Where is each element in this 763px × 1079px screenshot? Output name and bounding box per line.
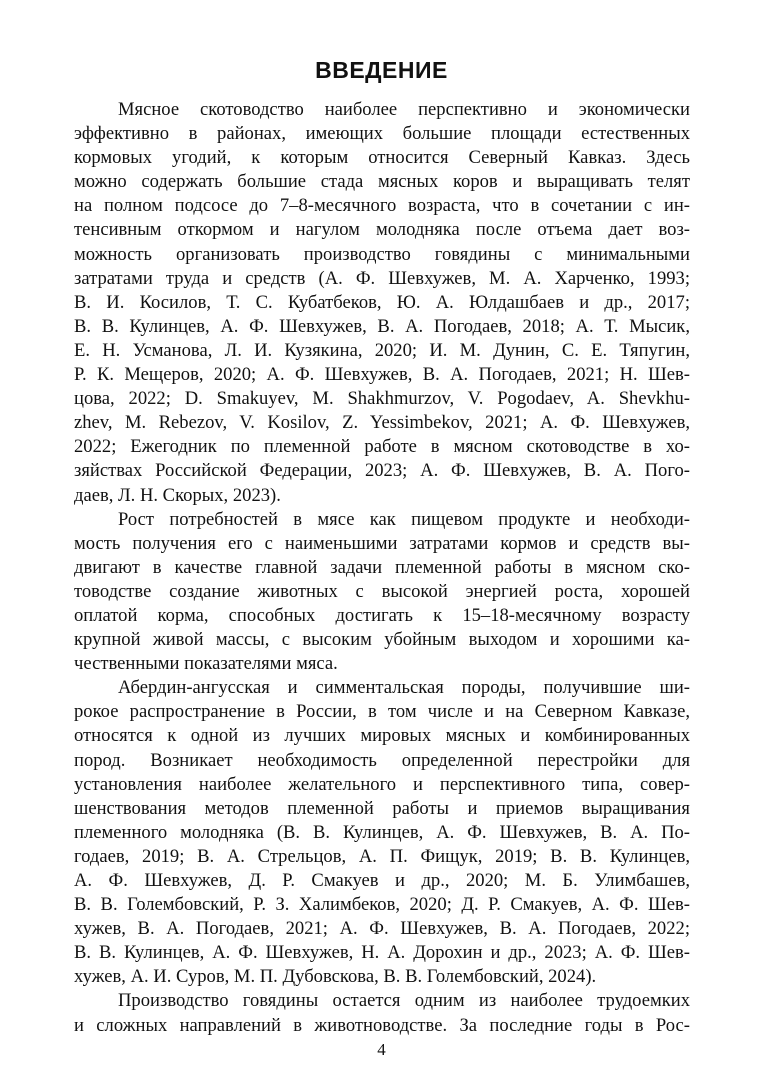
paragraph-3 — [74, 676, 690, 989]
text-line: пород. Возникает необходимость определенной перестройки для — [74, 749, 690, 771]
text-line: Абердин-ангусская и симментальская породы, получившие ши- — [118, 677, 690, 699]
page-title: ВВЕДЕНИЕ — [315, 57, 448, 83]
text-line: можно содержать большие стада мясных коров и выращивать телят — [74, 171, 690, 193]
paragraph-2 — [74, 508, 690, 677]
text-line: кормовых угодий, к которым относится Северный Кавказ. Здесь — [74, 147, 690, 169]
text-line: рокое распространение в России, в том числе и на Северном Кавказе, — [74, 701, 690, 723]
text-line: эффективно в районах, имеющих большие площади естественных — [74, 123, 690, 145]
text-line: zhev, M. Rebezov, V. Kosilov, Z. Yessimbekov, 2021; А. Ф. Шевхужев, — [74, 412, 690, 434]
text-line: Мясное скотоводство наиболее перспективно и экономически — [118, 99, 690, 120]
text-line: на полном подсосе до 7–8-месячного возраста, что в сочетании с ин- — [74, 195, 690, 217]
text-line: В. В. Кулинцев, А. Ф. Шевхужев, Н. А. Дорохин и др., 2023; А. Ф. Шев- — [74, 942, 690, 964]
text-line: цова, 2022; D. Smakuyev, M. Shakhmurzov, V. Pogodaev, A. Shevkhu- — [74, 388, 690, 410]
text-line: тенсивным откормом и нагулом молодняка после отъема дает воз- — [74, 219, 690, 241]
text-line: шенствования методов племенной работы и приемов выращивания — [74, 797, 690, 819]
text-line: годаев, 2019; В. А. Стрельцов, А. П. Фищук, 2019; В. В. Кулинцев, — [74, 845, 690, 867]
text-line: крупной живой массы, с высоким убойным выходом и хорошими ка- — [74, 629, 690, 651]
text-line: мость получения его с наименьшими затратами кормов и средств вы- — [74, 532, 690, 554]
text-line: и сложных направлений в животноводстве. За последние годы в Рос- — [74, 1014, 690, 1036]
text-line: В. И. Косилов, Т. С. Кубатбеков, Ю. А. Юлдашбаев и др., 2017; — [74, 291, 690, 313]
text-line: Е. Н. Усманова, Л. И. Кузякина, 2020; И. М. Дунин, С. Е. Тяпугин, — [74, 339, 690, 361]
body-text — [74, 98, 690, 1038]
text-line: затратами труда и средств (А. Ф. Шевхужев, М. А. Харченко, 1993; — [74, 267, 690, 289]
text-line: Рост потребностей в мясе как пищевом продукте и необходи- — [118, 508, 690, 530]
text-line: установления наиболее желательного и перспективного типа, совер- — [74, 773, 690, 795]
text-line: даев, Л. Н. Скорых, 2023). — [74, 484, 281, 506]
text-line: оплатой корма, способных достигать к 15–18-месячному возрасту — [74, 604, 690, 626]
text-line: относятся к одной из лучших мировых мясных и комбинированных — [74, 725, 690, 747]
text-line: зяйствах Российской Федерации, 2023; А. Ф. Шевхужев, В. А. Пого- — [74, 460, 690, 482]
text-line: Производство говядины остается одним из наиболее трудоемких — [118, 990, 690, 1012]
text-line: А. Ф. Шевхужев, Д. Р. Смакуев и др., 2020; М. Б. Улимбашев, — [74, 870, 690, 891]
text-line: В. В. Голембовский, Р. З. Халимбеков, 2020; Д. Р. Смакуев, А. Ф. Шев- — [74, 894, 690, 916]
text-line: В. В. Кулинцев, А. Ф. Шевхужев, В. А. Погодаев, 2018; А. Т. Мысик, — [74, 315, 690, 337]
text-line: племенного молодняка (В. В. Кулинцев, А. Ф. Шевхужев, В. А. По- — [74, 821, 690, 843]
text-line: хужев, В. А. Погодаев, 2021; А. Ф. Шевхужев, В. А. Погодаев, 2022; — [74, 918, 690, 940]
text-line: 2022; Ежегодник по племенной работе в мясном скотоводстве в хо- — [74, 436, 690, 458]
page-number: 4 — [377, 1040, 386, 1059]
text-line: чественными показателями мяса. — [74, 653, 338, 675]
text-line: Р. К. Мещеров, 2020; А. Ф. Шевхужев, В. А. Погодаев, 2021; Н. Шев- — [74, 364, 690, 386]
text-line: хужев, А. И. Суров, М. П. Дубовскова, В. В. Голембовский, 2024). — [74, 966, 597, 988]
text-line: двигают в качестве главной задачи племенной работы в мясном ско- — [74, 556, 690, 578]
text-line: можность организовать производство говядины с минимальными — [74, 243, 690, 265]
text-line: товодстве создание животных с высокой энергией роста, хорошей — [74, 580, 690, 602]
paragraph-1 — [74, 98, 690, 508]
paragraph-4 — [74, 989, 690, 1037]
